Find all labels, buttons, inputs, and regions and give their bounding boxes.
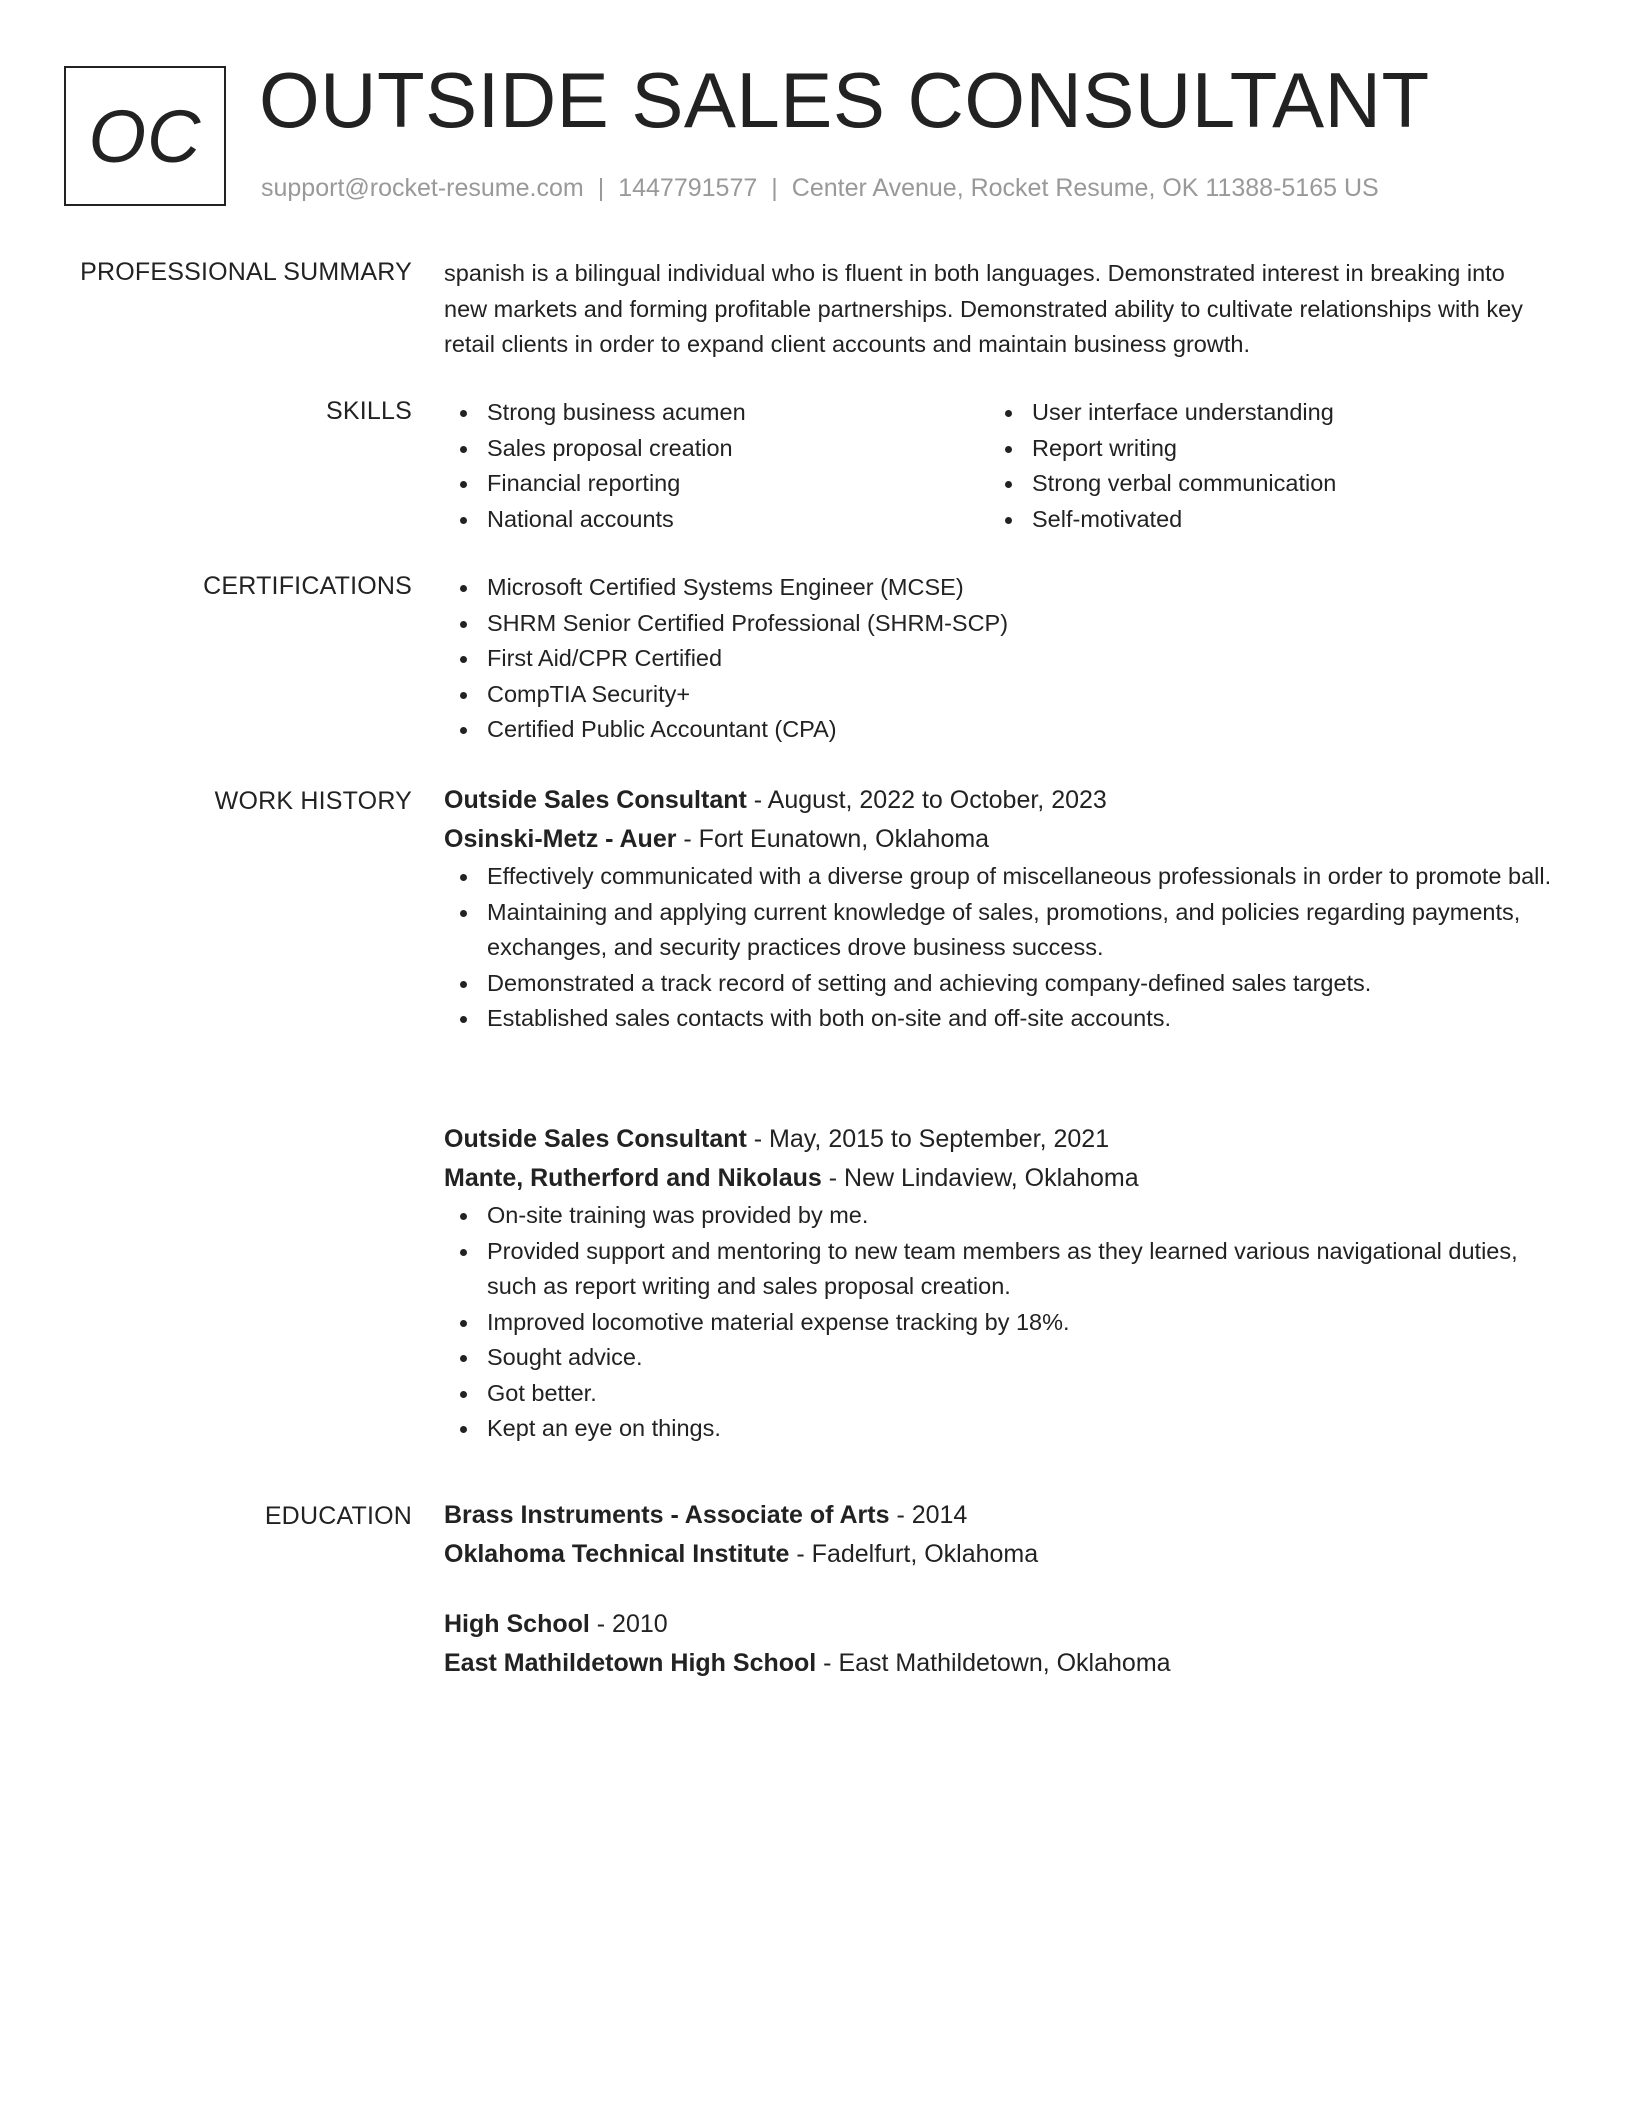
section-label-education: EDUCATION xyxy=(264,1502,412,1530)
list-item: Kept an eye on things. xyxy=(444,1411,1554,1447)
list-item: Certified Public Accountant (CPA) xyxy=(444,712,1554,748)
school-line xyxy=(444,1535,1554,1574)
job-dates: - August, 2022 to October, 2023 xyxy=(746,786,1107,814)
job-title-line xyxy=(444,1120,1554,1159)
list-item: Strong verbal communication xyxy=(989,466,1534,502)
section-label-summary: PROFESSIONAL SUMMARY xyxy=(80,258,412,286)
monogram-box xyxy=(64,66,226,206)
list-item: First Aid/CPR Certified xyxy=(444,641,1554,677)
degree-line xyxy=(444,1496,1554,1535)
job-company: Osinski-Metz - Auer xyxy=(444,825,677,853)
contact-separator: | xyxy=(771,174,778,202)
job-title-line xyxy=(444,781,1554,820)
degree: Brass Instruments - Associate of Arts xyxy=(444,1501,890,1529)
section-label-certifications: CERTIFICATIONS xyxy=(203,572,412,600)
job-bullets xyxy=(444,1198,1554,1447)
contact-line xyxy=(261,174,1379,203)
job-entry xyxy=(444,1120,1554,1447)
skills-section xyxy=(444,395,1554,537)
list-item: Microsoft Certified Systems Engineer (MCSE) xyxy=(444,570,1554,606)
education-entry xyxy=(444,1605,1554,1683)
list-item: Sought advice. xyxy=(444,1340,1554,1376)
contact-email: support@rocket-resume.com xyxy=(261,174,584,202)
job-company-line xyxy=(444,1159,1554,1198)
education-entry xyxy=(444,1496,1554,1574)
skills-list-right xyxy=(989,395,1534,537)
list-item: Established sales contacts with both on-site and off-site accounts. xyxy=(444,1001,1554,1037)
degree-year: - 2010 xyxy=(589,1610,668,1638)
contact-phone: 1447791577 xyxy=(618,174,758,202)
school-location: - Fadelfurt, Oklahoma xyxy=(789,1540,1039,1568)
list-item: SHRM Senior Certified Professional (SHRM-SCP) xyxy=(444,606,1554,642)
contact-address: Center Avenue, Rocket Resume, OK 11388-5165 US xyxy=(791,174,1379,202)
list-item: Self-motivated xyxy=(989,502,1534,538)
job-company-line xyxy=(444,820,1554,859)
list-item: Improved locomotive material expense tracking by 18%. xyxy=(444,1305,1554,1341)
school: East Mathildetown High School xyxy=(444,1649,817,1677)
list-item: National accounts xyxy=(444,502,989,538)
job-location: - Fort Eunatown, Oklahoma xyxy=(676,825,990,853)
certifications-section xyxy=(444,570,1554,748)
section-label-skills: SKILLS xyxy=(326,397,412,425)
list-item: Maintaining and applying current knowledge of sales, promotions, and policies regarding payments, exchanges, and security practices drove business success. xyxy=(444,895,1554,966)
job-company: Mante, Rutherford and Nikolaus xyxy=(444,1164,822,1192)
summary-text: spanish is a bilingual individual who is fluent in both languages. Demonstrated interest in breaking into new markets and forming profitable partnerships. Demonstrated ability to cultivate relationships with key retail clients in order to expand client accounts and maintain business growth. xyxy=(444,260,1523,357)
section-label-work: WORK HISTORY xyxy=(214,787,412,815)
list-item: Financial reporting xyxy=(444,466,989,502)
degree-year: - 2014 xyxy=(889,1501,968,1529)
job-location: - New Lindaview, Oklahoma xyxy=(821,1164,1139,1192)
list-item: Strong business acumen xyxy=(444,395,989,431)
list-item: CompTIA Security+ xyxy=(444,677,1554,713)
page-title: OUTSIDE SALES CONSULTANT xyxy=(259,56,1430,144)
school-location: - East Mathildetown, Oklahoma xyxy=(816,1649,1171,1677)
degree-line xyxy=(444,1605,1554,1644)
contact-separator: | xyxy=(597,174,605,202)
school: Oklahoma Technical Institute xyxy=(444,1540,790,1568)
job-entry xyxy=(444,781,1554,1037)
list-item: Sales proposal creation xyxy=(444,431,989,467)
list-item: User interface understanding xyxy=(989,395,1534,431)
school-line xyxy=(444,1644,1554,1683)
monogram-initials: OC xyxy=(88,94,202,178)
list-item: Provided support and mentoring to new team members as they learned various navigational duties, such as report writing and sales proposal creation. xyxy=(444,1234,1554,1305)
job-title: Outside Sales Consultant xyxy=(444,786,747,814)
degree: High School xyxy=(444,1610,590,1638)
list-item: Effectively communicated with a diverse group of miscellaneous professionals in order to promote ball. xyxy=(444,859,1554,895)
skills-list-left xyxy=(444,395,989,537)
job-dates: - May, 2015 to September, 2021 xyxy=(746,1125,1110,1153)
job-bullets xyxy=(444,859,1554,1037)
list-item: Got better. xyxy=(444,1376,1554,1412)
job-title: Outside Sales Consultant xyxy=(444,1125,747,1153)
list-item: Demonstrated a track record of setting and achieving company-defined sales targets. xyxy=(444,966,1554,1002)
certifications-list xyxy=(444,570,1554,748)
list-item: Report writing xyxy=(989,431,1534,467)
list-item: On-site training was provided by me. xyxy=(444,1198,1554,1234)
